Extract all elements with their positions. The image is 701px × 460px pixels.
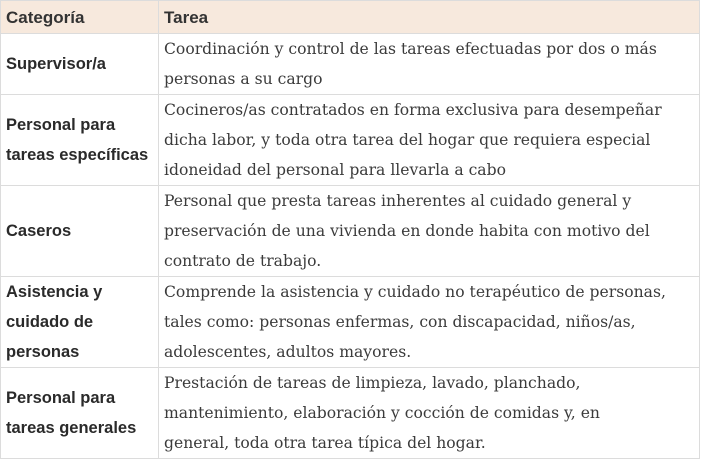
table-row [1, 368, 700, 459]
table-row [1, 34, 700, 95]
task-line: preservación de una vivienda en donde habita con motivo del [164, 222, 650, 240]
table-header-row [1, 1, 700, 34]
category-cell: Supervisor/a [1, 34, 159, 95]
task-line: Personal que presta tareas inherentes al cuidado general y [164, 192, 632, 210]
task-line: mantenimiento, elaboración y cocción de comidas y, en [164, 404, 600, 422]
task-cell [159, 277, 700, 368]
task-cell [159, 95, 700, 186]
task-line: Comprende la asistencia y cuidado no terapéutico de personas, [164, 283, 666, 301]
task-line: dicha labor, y toda otra tarea del hogar que requiera especial [164, 131, 651, 149]
task-line: tales como: personas enfermas, con discapacidad, niños/as, [164, 313, 636, 331]
table-row [1, 277, 700, 368]
task-cell [159, 368, 700, 459]
category-cell: Caseros [1, 186, 159, 277]
task-line: Cocineros/as contratados en forma exclusiva para desempeñar [164, 101, 662, 119]
table-row [1, 95, 700, 186]
task-line: personas a su cargo [164, 70, 323, 88]
task-line: Prestación de tareas de limpieza, lavado, planchado, [164, 374, 581, 392]
task-line: contrato de trabajo. [164, 252, 322, 270]
header-categoria: Categoría [1, 1, 159, 34]
task-cell [159, 34, 700, 95]
task-cell [159, 186, 700, 277]
header-tarea: Tarea [159, 1, 700, 34]
task-line: general, toda otra tarea típica del hogar. [164, 434, 486, 452]
category-cell: Personal para tareas generales [1, 368, 159, 459]
category-cell: Personal para tareas específicas [1, 95, 159, 186]
task-line: idoneidad del personal para llevarla a cabo [164, 161, 506, 179]
table-row [1, 186, 700, 277]
task-line: adolescentes, adultos mayores. [164, 343, 412, 361]
task-line: Coordinación y control de las tareas efectuadas por dos o más [164, 40, 657, 58]
category-cell: Asistencia y cuidado de personas [1, 277, 159, 368]
